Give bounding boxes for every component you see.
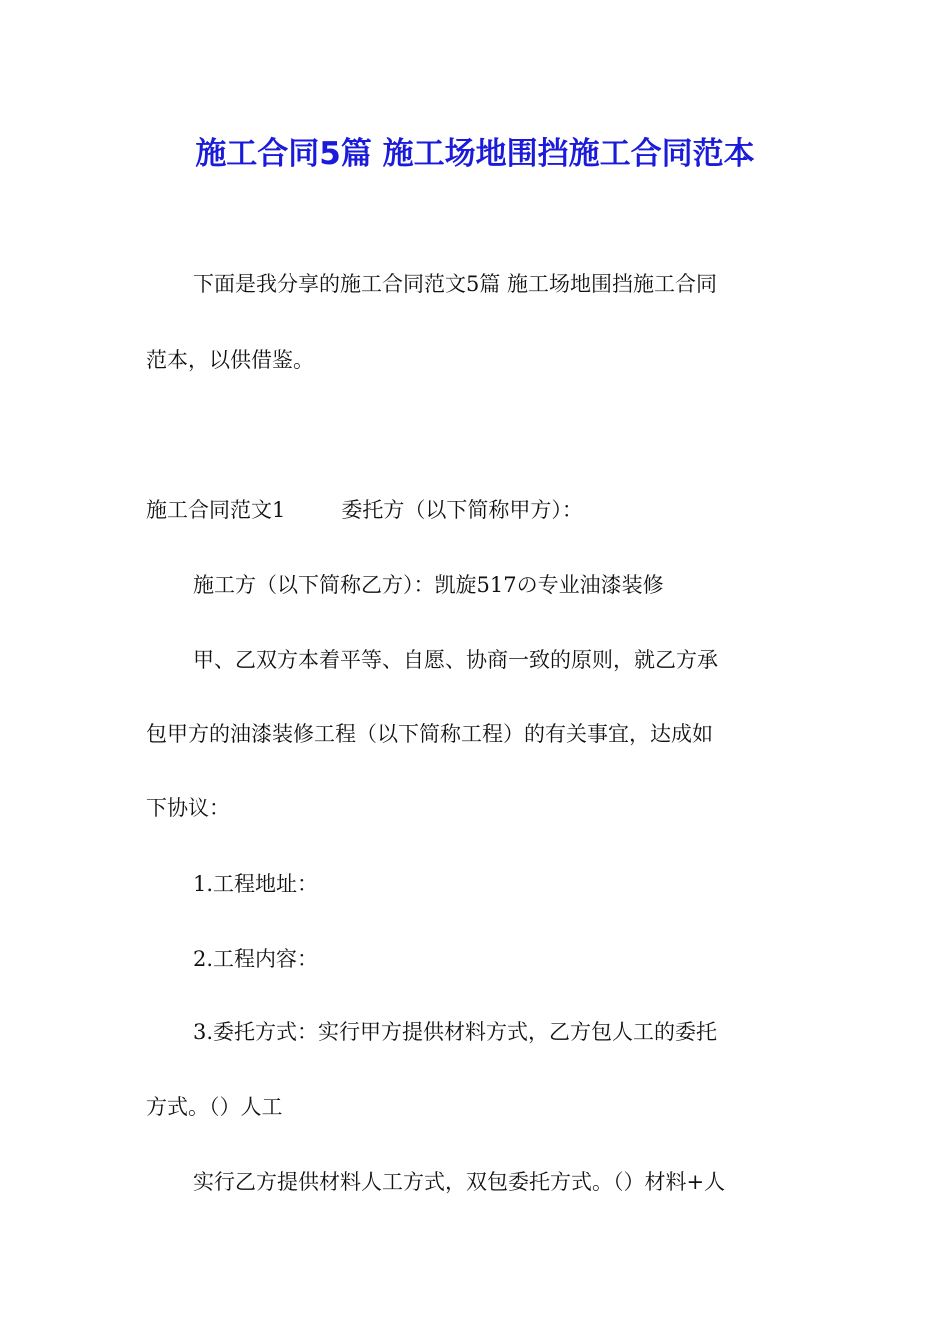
client-label: 委托方（以下简称甲方）： <box>341 498 583 522</box>
contractor-line: 施工方（以下简称乙方）：凯旋517の专业油漆装修 <box>193 573 664 597</box>
item-project-content: 2.工程内容： <box>193 947 319 971</box>
agreement-line-2: 包甲方的油漆装修工程（以下简称工程）的有关事宜，达成如 <box>146 722 713 746</box>
item-dual-contract-line: 实行乙方提供材料人工方式，双包委托方式。（）材料+人 <box>193 1170 726 1194</box>
paragraph-intro-line-2: 范本，以供借鉴。 <box>146 348 314 372</box>
section-heading-row <box>146 494 583 526</box>
document-title: 施工合同5篇 施工场地围挡施工合同范本 <box>195 136 755 172</box>
section-heading: 施工合同范文1 <box>146 498 286 522</box>
item-project-address: 1.工程地址： <box>193 872 319 896</box>
item-delegation-line-2: 方式。（）人工 <box>146 1095 283 1119</box>
agreement-line-3: 下协议： <box>146 796 230 820</box>
item-delegation-line-1: 3.委托方式：实行甲方提供材料方式，乙方包人工的委托 <box>193 1020 718 1044</box>
agreement-line-1: 甲、乙双方本着平等、自愿、协商一致的原则，就乙方承 <box>193 648 718 672</box>
paragraph-intro-line-1: 下面是我分享的施工合同范文5篇 施工场地围挡施工合同 <box>193 272 718 296</box>
